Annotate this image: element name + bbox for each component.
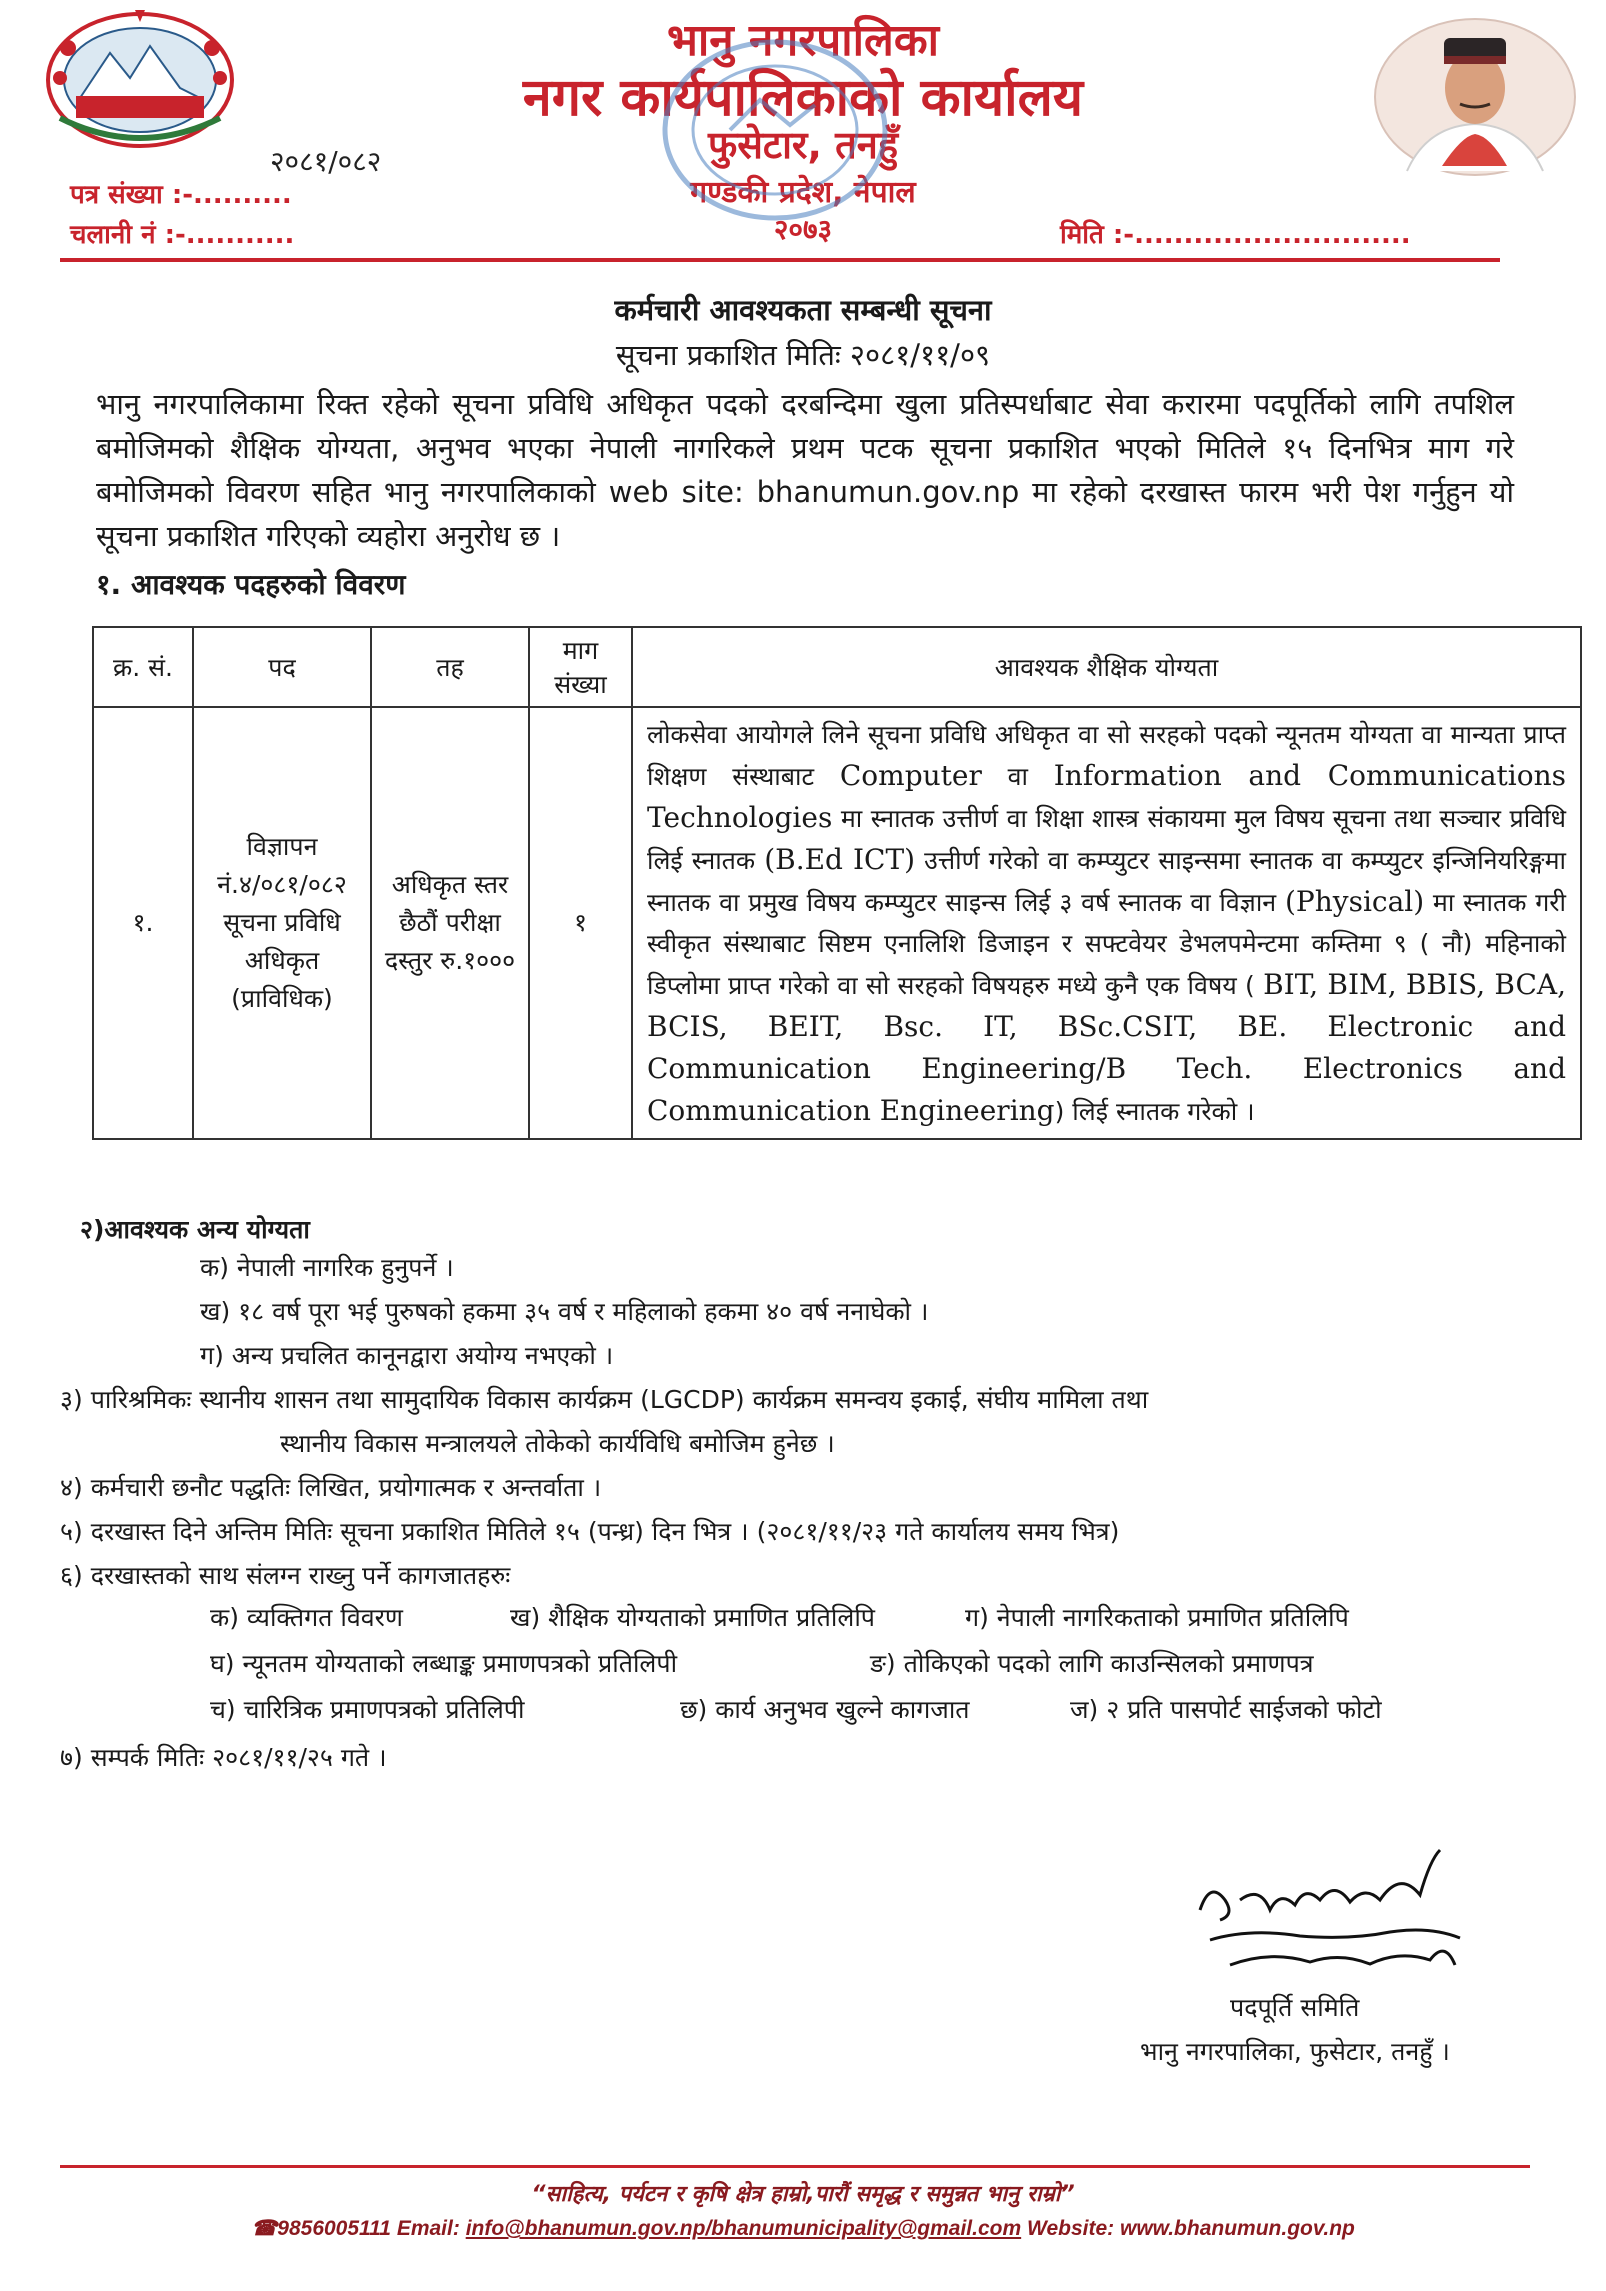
- qual-text-4: Information and Communications Technologies: [647, 759, 1567, 834]
- qual-text-5: मा स्नातक उत्तीर्ण वा शिक्षा शास्त्र संकायमा मुल विषय सूचना तथा सञ्चार प्रविधि लिई स्नातक: [647, 804, 1566, 875]
- cell-sn: १.: [93, 707, 193, 1139]
- document-item: छ) कार्य अनुभव खुल्ने कागजात: [680, 1695, 970, 1724]
- dispatch-number-label: चलानी नं :-...........: [70, 220, 295, 250]
- letter-number-label: पत्र संख्या :-..........: [70, 180, 292, 210]
- footer-website-label: Website:: [1027, 2217, 1115, 2240]
- footer-email-link[interactable]: info@bhanumun.gov.np/bhanumunicipality@gmail.com: [465, 2217, 1022, 2240]
- section-3-remuneration-cont: स्थानीय विकास मन्त्रालयले तोकेको कार्यविधि बमोजिम हुनेछ ।: [280, 1429, 835, 1458]
- other-qualification-item: क) नेपाली नागरिक हुनुपर्ने ।: [200, 1253, 454, 1282]
- cell-demand: १: [529, 707, 632, 1139]
- cell-post: विज्ञापन नं.४/०८१/०८२ सूचना प्रविधि अधिकृत (प्राविधिक): [193, 707, 371, 1139]
- section-6-documents-heading: ६) दरखास्तको साथ संलग्न राख्नु पर्ने कागजातहरुः: [60, 1561, 511, 1590]
- document-item: ज) २ प्रति पासपोर्ट साईजको फोटो: [1070, 1695, 1382, 1724]
- document-item: घ) न्यूनतम योग्यताको लब्धाङ्क प्रमाणपत्रको प्रतिलिपी: [210, 1649, 678, 1678]
- col-header-demand: माग संख्या: [529, 627, 632, 707]
- qual-text-11: ) लिई स्नातक गरेको ।: [1054, 1097, 1255, 1126]
- qual-text-3: वा: [1007, 762, 1028, 791]
- other-qualification-item: ख) १८ वर्ष पूरा भई पुरुषको हकमा ३५ वर्ष र महिलाको हकमा ४० वर्ष ननाघेको ।: [200, 1297, 929, 1326]
- notice-intro-paragraph: भानु नगरपालिकामा रिक्त रहेको सूचना प्रविधि अधिकृत पदको दरबन्दिमा खुला प्रतिस्पर्धाबाट सेवा करारमा पदपूर्तिको लागि तपशिल बमोजिमको शैक्षिक योग्यता, अनुभव भएका नेपाली नागरिकले प्रथम पटक सूचना प्रकाशित भएको मितिले १५ दिनभित्र माग गरे बमोजिमको विवरण सहित भानु नगरपालिकाको web site: bhanumun.gov.np मा रहेको दरखास्त फारम भरी पेश गर्नुहुन यो सूचना प्रकाशित गरिएको व्यहोरा अनुरोध छ ।: [96, 387, 1514, 553]
- cell-level: अधिकृत स्तर छैठौं परीक्षा दस्तुर रु.१०००: [371, 707, 529, 1139]
- qual-text-6: (B.Ed ICT): [764, 843, 916, 876]
- footer-contact: [0, 2216, 1606, 2241]
- qual-text-8: (Physical): [1284, 885, 1425, 918]
- signatory-committee: पदपूर्ति समिति: [1230, 1993, 1360, 2022]
- letterhead-title-office: नगर कार्यपालिकाको कार्यालय: [522, 68, 1084, 128]
- document-item: ग) नेपाली नागरिकताको प्रमाणित प्रतिलिपि: [965, 1603, 1349, 1632]
- date-label: मिति :-............................: [1060, 220, 1411, 250]
- signatory-address: भानु नगरपालिका, फुसेटार, तनहुँ ।: [1140, 2037, 1450, 2066]
- footer-divider: [60, 2165, 1530, 2168]
- cell-qualification: [632, 707, 1581, 1139]
- qual-text-2: Computer: [839, 759, 982, 792]
- col-header-level: तह: [371, 627, 529, 707]
- section-4-selection-method: ४) कर्मचारी छनौट पद्धतिः लिखित, प्रयोगात्मक र अन्तर्वाता ।: [60, 1473, 602, 1502]
- phone-icon: ☎: [251, 2217, 278, 2240]
- footer-website-link[interactable]: www.bhanumun.gov.np: [1119, 2217, 1355, 2240]
- col-header-post: पद: [193, 627, 371, 707]
- handwritten-signature: [1190, 1840, 1490, 1990]
- section-3-remuneration: ३) पारिश्रमिकः स्थानीय शासन तथा सामुदायिक विकास कार्यक्रम (LGCDP) कार्यक्रम समन्वय इकाई, संघीय मामिला तथा: [60, 1385, 1149, 1414]
- qual-text-9: मा स्नातक गरी स्वीकृत संस्थाबाट सिष्टम एनालिशि डिजाइन र सफ्टवेयर डेभलपमेन्टमा कम्तिमा ९ ( नौ) महिनाको डिप्लोमा प्राप्त गरेको वा सो सरहको विषयहरु मध्ये कुनै एक विषय (: [647, 888, 1566, 1000]
- notice-title: कर्मचारी आवश्यकता सम्बन्धी सूचना: [614, 293, 992, 327]
- office-stamp: [610, 30, 940, 230]
- footer-phone: 9856005111: [277, 2217, 391, 2240]
- section-1-heading: १. आवश्यक पदहरुको विवरण: [96, 568, 406, 601]
- table-row: [93, 707, 1581, 1139]
- fiscal-year-handwritten: २०८१/०८२: [270, 145, 382, 178]
- notice-published-date: सूचना प्रकाशित मितिः २०८१/११/०९: [615, 338, 991, 372]
- section-2-heading: २)आवश्यक अन्य योग्यता: [80, 1215, 310, 1244]
- footer-slogan: “साहित्य, पर्यटन र कृषि क्षेत्र हाम्रो,पारौं समृद्ध र समुन्नत भानु राम्रो”: [531, 2182, 1075, 2207]
- other-qualification-item: ग) अन्य प्रचलित कानूनद्वारा अयोग्य नभएको ।: [200, 1341, 614, 1370]
- document-item: क) व्यक्तिगत विवरण: [210, 1603, 403, 1632]
- letterhead-divider: [60, 258, 1500, 262]
- table-header-row: [93, 627, 1581, 707]
- vacancy-table: [92, 626, 1582, 1140]
- section-7-contact-date: ७) सम्पर्क मितिः २०८१/११/२५ गते ।: [60, 1743, 387, 1772]
- letterhead-province: गण्डकी प्रदेश, नेपाल: [690, 175, 916, 210]
- col-header-qualification: आवश्यक शैक्षिक योग्यता: [632, 627, 1581, 707]
- letterhead-address: फुसेटार, तनहुँ: [707, 123, 899, 167]
- qual-text-10: BIT, BIM, BBIS, BCA, BCIS, BEIT, Bsc. IT, BSc.CSIT, BE. Electronic and Communication Engineering/B Tech. Electronics and Communication Engineering: [647, 968, 1566, 1127]
- footer-email-label: Email:: [396, 2217, 460, 2240]
- document-item: च) चारित्रिक प्रमाणपत्रको प्रतिलिपी: [210, 1695, 525, 1724]
- letterhead-year: २०७३: [773, 213, 833, 246]
- qual-text-7: उत्तीर्ण गरेको वा कम्प्युटर साइन्समा स्नातक वा कम्प्युटर इन्जिनियरिङ्गमा स्नातक वा प्रमुख विषय कम्प्युटर साइन्स लिई ३ वर्ष स्नातक वा विज्ञान: [647, 846, 1566, 917]
- section-5-deadline: ५) दरखास्त दिने अन्तिम मितिः सूचना प्रकाशित मितिले १५ (पन्ध्र) दिन भित्र । (२०८१/११/२३ गते कार्यालय समय भित्र): [60, 1517, 1120, 1546]
- qual-text-1: लोकसेवा आयोगले लिने सूचना प्रविधि अधिकृत वा सो सरहको पदको न्यूनतम योग्यता वा मान्यता प्राप्त शिक्षण संस्थाबाट: [647, 720, 1566, 791]
- poet-portrait: [1372, 16, 1578, 178]
- document-item: ङ) तोकिएको पदको लागि काउन्सिलको प्रमाणपत्र: [870, 1649, 1314, 1678]
- document-item: ख) शैक्षिक योग्यताको प्रमाणित प्रतिलिपि: [510, 1603, 875, 1632]
- col-header-sn: क्र. सं.: [93, 627, 193, 707]
- letterhead-title-municipality: भानु नगरपालिका: [666, 15, 940, 66]
